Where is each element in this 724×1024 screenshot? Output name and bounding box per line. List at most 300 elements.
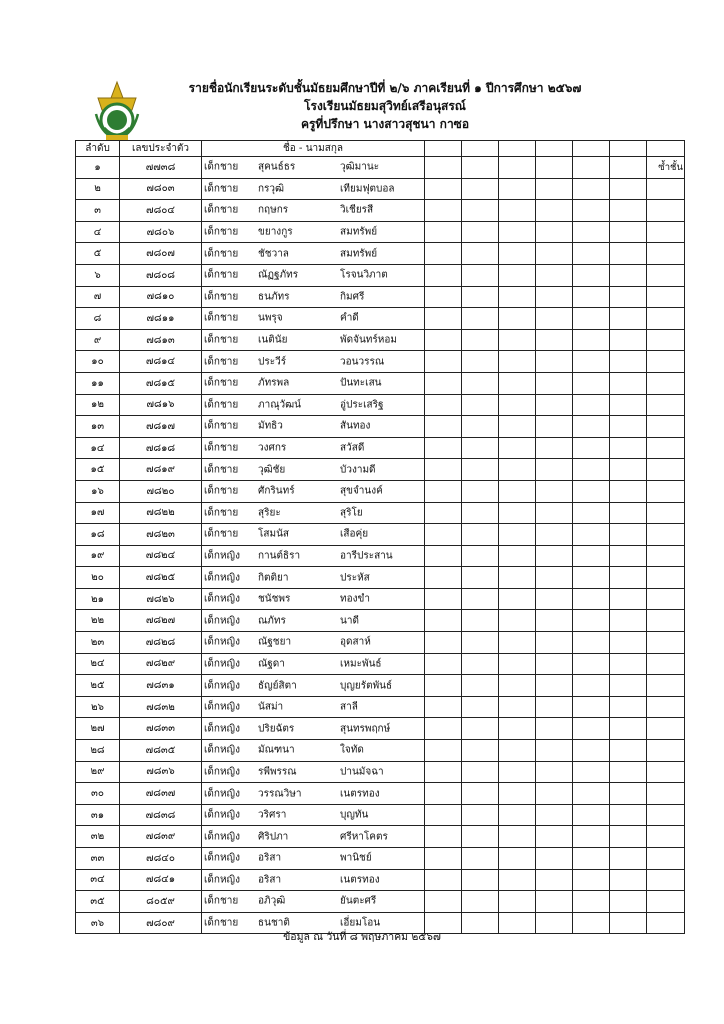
student-id: ๗๘๑๔ (120, 351, 202, 373)
blank-cell (647, 480, 685, 502)
first-name: กิตติยา (258, 572, 289, 584)
row-number: ๓ (76, 200, 120, 222)
column-header-name: ชื่อ - นามสกุล (202, 141, 425, 157)
last-name: เนตรทอง (340, 788, 380, 800)
blank-cell (536, 783, 573, 805)
blank-cell (610, 804, 647, 826)
blank-cell (573, 804, 610, 826)
name-prefix: เด็กชาย (204, 356, 239, 368)
blank-cell (647, 308, 685, 330)
row-number: ๓๒ (76, 826, 120, 848)
student-name-cell (202, 718, 425, 740)
name-prefix: เด็กชาย (204, 485, 239, 497)
blank-cell (499, 718, 536, 740)
blank-cell (647, 891, 685, 913)
table-row (76, 653, 685, 675)
blank-cell (536, 610, 573, 632)
last-name: อารีประสาน (340, 550, 393, 562)
table-row (76, 545, 685, 567)
blank-cell (573, 459, 610, 481)
blank-cell (425, 178, 462, 200)
blank-cell (573, 653, 610, 675)
blank-cell (462, 869, 499, 891)
blank-cell (610, 653, 647, 675)
student-name-cell (202, 308, 425, 330)
name-prefix: เด็กชาย (204, 204, 239, 216)
blank-cell (610, 524, 647, 546)
name-prefix: เด็กหญิง (204, 636, 240, 648)
last-name: พัดจันทร์หอม (340, 334, 397, 346)
blank-cell (499, 567, 536, 589)
student-name-cell (202, 524, 425, 546)
blank-cell (573, 869, 610, 891)
student-id: ๗๘๑๗ (120, 416, 202, 438)
blank-cell (647, 848, 685, 870)
student-id: ๗๗๓๘ (120, 157, 202, 179)
last-name: ใจทัด (340, 744, 364, 756)
last-name: โรจนวิภาต (340, 269, 388, 281)
blank-cell (499, 200, 536, 222)
blank-column-header (647, 141, 685, 157)
blank-cell (462, 264, 499, 286)
blank-cell (499, 459, 536, 481)
last-name: เนตรทอง (340, 874, 380, 886)
blank-cell (573, 178, 610, 200)
blank-cell (499, 869, 536, 891)
student-id: ๗๘๒๘ (120, 632, 202, 654)
row-number: ๕ (76, 243, 120, 265)
row-number: ๑๔ (76, 437, 120, 459)
last-name: สวัสดี (340, 442, 365, 454)
blank-cell (647, 372, 685, 394)
student-id: ๗๘๒๕ (120, 567, 202, 589)
blank-cell (610, 394, 647, 416)
last-name: อู่ประเสริฐ (340, 399, 384, 411)
blank-cell (462, 783, 499, 805)
blank-cell (610, 416, 647, 438)
student-id: ๗๘๑๘ (120, 437, 202, 459)
blank-cell (425, 351, 462, 373)
blank-cell (536, 761, 573, 783)
name-prefix: เด็กชาย (204, 226, 239, 238)
blank-cell (536, 696, 573, 718)
name-prefix: เด็กหญิง (204, 701, 240, 713)
blank-cell (499, 696, 536, 718)
name-prefix: เด็กหญิง (204, 550, 240, 562)
blank-cell (573, 783, 610, 805)
first-name: ธนภัทร (258, 291, 290, 303)
blank-cell (610, 869, 647, 891)
name-prefix: เด็กหญิง (204, 874, 240, 886)
blank-cell (499, 351, 536, 373)
blank-cell (647, 826, 685, 848)
student-name-cell (202, 545, 425, 567)
first-name: ณัฐชยา (258, 636, 292, 648)
blank-cell (425, 610, 462, 632)
name-prefix: เด็กหญิง (204, 723, 240, 735)
blank-cell (573, 696, 610, 718)
blank-cell (462, 394, 499, 416)
blank-column-header (573, 141, 610, 157)
student-id: ๗๘๐๖ (120, 221, 202, 243)
student-id: ๗๘๐๗ (120, 243, 202, 265)
blank-cell (425, 200, 462, 222)
first-name: อภิวุฒิ (258, 895, 286, 907)
first-name: ชนัชพร (258, 593, 291, 605)
blank-cell (462, 157, 499, 179)
blank-cell (610, 848, 647, 870)
blank-cell (425, 804, 462, 826)
first-name: เนตินัย (258, 334, 288, 346)
blank-cell (610, 351, 647, 373)
student-id: ๗๘๓๑ (120, 675, 202, 697)
blank-cell (647, 286, 685, 308)
last-name: เอี่ยมโอน (340, 917, 381, 929)
blank-cell (462, 804, 499, 826)
table-header-row (76, 141, 685, 157)
blank-cell (425, 157, 462, 179)
blank-cell (462, 848, 499, 870)
blank-cell (499, 243, 536, 265)
blank-cell (573, 308, 610, 330)
blank-cell (499, 286, 536, 308)
blank-cell (647, 567, 685, 589)
row-number: ๒๔ (76, 653, 120, 675)
first-name: วุฒิชัย (258, 464, 286, 476)
blank-cell (573, 157, 610, 179)
blank-cell (425, 869, 462, 891)
blank-cell (647, 243, 685, 265)
row-number: ๓๕ (76, 891, 120, 913)
table-row (76, 286, 685, 308)
student-id: ๗๘๒๔ (120, 545, 202, 567)
row-number: ๑๗ (76, 502, 120, 524)
blank-cell (499, 545, 536, 567)
student-id: ๗๘๑๙ (120, 459, 202, 481)
blank-cell (425, 653, 462, 675)
blank-cell (647, 696, 685, 718)
first-name: ชัชวาล (258, 248, 289, 260)
student-name-cell (202, 372, 425, 394)
first-name: ธนชาติ (258, 917, 290, 929)
blank-cell (573, 891, 610, 913)
blank-cell (610, 480, 647, 502)
table-row (76, 502, 685, 524)
student-id: ๗๘๔๐ (120, 848, 202, 870)
blank-cell (536, 372, 573, 394)
student-id: ๗๘๒๖ (120, 588, 202, 610)
row-number: ๓๖ (76, 912, 120, 934)
table-row (76, 675, 685, 697)
row-number: ๑๐ (76, 351, 120, 373)
blank-cell (425, 264, 462, 286)
student-name-cell (202, 675, 425, 697)
blank-cell (499, 848, 536, 870)
blank-cell (573, 480, 610, 502)
blank-cell (610, 761, 647, 783)
first-name: ขยางกูร (258, 226, 293, 238)
name-prefix: เด็กชาย (204, 312, 239, 324)
name-prefix: เด็กชาย (204, 442, 239, 454)
student-name-cell (202, 221, 425, 243)
blank-cell (425, 567, 462, 589)
student-name-cell (202, 783, 425, 805)
blank-cell (610, 264, 647, 286)
blank-cell (573, 502, 610, 524)
blank-cell (462, 286, 499, 308)
row-number: ๒ (76, 178, 120, 200)
blank-cell (647, 221, 685, 243)
name-prefix: เด็กชาย (204, 248, 239, 260)
blank-cell (499, 588, 536, 610)
student-name-cell (202, 869, 425, 891)
blank-cell (462, 480, 499, 502)
blank-cell (462, 610, 499, 632)
last-name: สุริโย (340, 507, 363, 519)
blank-cell (573, 524, 610, 546)
blank-cell (536, 264, 573, 286)
blank-cell (610, 588, 647, 610)
last-name: สุนทรพฤกษ์ (340, 723, 391, 735)
blank-cell (499, 416, 536, 438)
advisor-name: ครูที่ปรึกษา นางสาวสุชนา กาซอ (300, 117, 470, 131)
blank-cell (462, 696, 499, 718)
blank-cell (647, 653, 685, 675)
blank-cell (573, 826, 610, 848)
column-header-number: ลำดับ (76, 141, 120, 157)
last-name: เสือคุ่ย (340, 528, 369, 540)
student-name-cell (202, 653, 425, 675)
student-id: ๗๘๓๙ (120, 826, 202, 848)
blank-cell (573, 545, 610, 567)
blank-cell (499, 804, 536, 826)
table-row (76, 740, 685, 762)
table-row (76, 243, 685, 265)
blank-cell (425, 308, 462, 330)
blank-cell (610, 783, 647, 805)
last-name: วิเชียรสี (340, 204, 374, 216)
row-number: ๑๘ (76, 524, 120, 546)
student-name-cell (202, 610, 425, 632)
blank-cell (462, 891, 499, 913)
blank-cell (536, 308, 573, 330)
student-name-cell (202, 567, 425, 589)
blank-cell (573, 286, 610, 308)
name-prefix: เด็กชาย (204, 291, 239, 303)
student-name-cell (202, 200, 425, 222)
blank-cell (573, 718, 610, 740)
last-name: สาลี (340, 701, 358, 713)
last-name: ทองขำ (340, 593, 370, 605)
blank-cell (425, 675, 462, 697)
blank-column-header (462, 141, 499, 157)
blank-cell (610, 459, 647, 481)
blank-cell (610, 157, 647, 179)
table-row (76, 524, 685, 546)
blank-cell (536, 588, 573, 610)
blank-cell (536, 437, 573, 459)
name-prefix: เด็กชาย (204, 377, 239, 389)
table-row (76, 696, 685, 718)
blank-cell (610, 545, 647, 567)
blank-cell (462, 243, 499, 265)
student-roster-table (75, 140, 685, 934)
blank-cell (610, 740, 647, 762)
blank-cell (499, 826, 536, 848)
blank-cell (499, 632, 536, 654)
blank-cell (647, 329, 685, 351)
blank-cell (425, 783, 462, 805)
row-number: ๓๓ (76, 848, 120, 870)
blank-column-header (610, 141, 647, 157)
blank-cell (647, 459, 685, 481)
blank-cell (425, 416, 462, 438)
first-name: รพีพรรณ (258, 766, 297, 778)
blank-cell (610, 826, 647, 848)
blank-cell (462, 675, 499, 697)
table-row (76, 221, 685, 243)
blank-cell (536, 200, 573, 222)
blank-cell (536, 157, 573, 179)
row-number: ๒๙ (76, 761, 120, 783)
name-prefix: เด็กชาย (204, 528, 239, 540)
name-prefix: เด็กหญิง (204, 744, 240, 756)
blank-cell (610, 329, 647, 351)
student-name-cell (202, 286, 425, 308)
name-prefix: เด็กหญิง (204, 788, 240, 800)
blank-cell (610, 221, 647, 243)
row-number: ๔ (76, 221, 120, 243)
blank-cell (499, 178, 536, 200)
student-id: ๗๘๑๖ (120, 394, 202, 416)
name-prefix: เด็กหญิง (204, 831, 240, 843)
last-name: วุฒิมานะ (340, 161, 380, 173)
student-id: ๗๘๐๙ (120, 912, 202, 934)
blank-cell (462, 459, 499, 481)
blank-cell (536, 675, 573, 697)
blank-cell (573, 351, 610, 373)
row-number: ๑๕ (76, 459, 120, 481)
last-name: เทียมฟุตบอล (340, 183, 395, 195)
student-id: ๗๘๒๓ (120, 524, 202, 546)
blank-cell (425, 480, 462, 502)
last-name: บัวงามดี (340, 464, 376, 476)
blank-cell (573, 329, 610, 351)
blank-cell (536, 329, 573, 351)
name-prefix: เด็กหญิง (204, 593, 240, 605)
blank-cell (425, 437, 462, 459)
column-header-student-id: เลขประจำตัว (120, 141, 202, 157)
table-row (76, 567, 685, 589)
blank-cell (647, 588, 685, 610)
blank-cell (647, 351, 685, 373)
row-number: ๒๗ (76, 718, 120, 740)
blank-cell (647, 200, 685, 222)
blank-cell (536, 567, 573, 589)
blank-cell (573, 610, 610, 632)
blank-cell (536, 502, 573, 524)
blank-cell (573, 264, 610, 286)
blank-cell (425, 372, 462, 394)
blank-cell (425, 761, 462, 783)
student-id: ๗๘๒๒ (120, 502, 202, 524)
blank-cell (647, 264, 685, 286)
blank-cell (647, 675, 685, 697)
first-name: อริสา (258, 874, 282, 886)
student-name-cell (202, 264, 425, 286)
first-name: นัสม่า (258, 701, 284, 713)
student-id: ๗๘๔๑ (120, 869, 202, 891)
table-row (76, 394, 685, 416)
row-number: ๑๙ (76, 545, 120, 567)
student-id: ๗๘๓๒ (120, 696, 202, 718)
student-name-cell (202, 416, 425, 438)
student-name-cell (202, 632, 425, 654)
blank-cell (573, 567, 610, 589)
blank-cell (425, 221, 462, 243)
row-number: ๒๘ (76, 740, 120, 762)
first-name: กฤษกร (258, 204, 289, 216)
student-id: ๗๘๒๙ (120, 653, 202, 675)
student-id: ๗๘๑๓ (120, 329, 202, 351)
blank-cell (610, 675, 647, 697)
name-prefix: เด็กหญิง (204, 809, 240, 821)
table-row (76, 804, 685, 826)
row-number: ๑๒ (76, 394, 120, 416)
blank-cell (573, 848, 610, 870)
first-name: วริศรา (258, 809, 287, 821)
blank-cell (499, 610, 536, 632)
row-number: ๒๖ (76, 696, 120, 718)
blank-cell (647, 178, 685, 200)
student-id: ๗๘๐๓ (120, 178, 202, 200)
last-name: คำดี (340, 312, 359, 324)
student-name-cell (202, 480, 425, 502)
blank-cell (499, 437, 536, 459)
row-number: ๖ (76, 264, 120, 286)
row-number: ๑ (76, 157, 120, 179)
blank-cell (610, 286, 647, 308)
table-row (76, 761, 685, 783)
student-id: ๗๘๓๗ (120, 783, 202, 805)
student-name-cell (202, 459, 425, 481)
blank-cell (425, 826, 462, 848)
student-name-cell (202, 157, 425, 179)
row-number: ๗ (76, 286, 120, 308)
student-id: ๗๘๑๐ (120, 286, 202, 308)
last-name: บุญยรัตพันธ์ (340, 680, 393, 692)
blank-cell (462, 437, 499, 459)
name-prefix: เด็กชาย (204, 895, 239, 907)
row-number: ๒๓ (76, 632, 120, 654)
blank-cell (462, 761, 499, 783)
school-emblem-icon (92, 80, 142, 142)
blank-cell (536, 394, 573, 416)
student-id: ๗๘๒๗ (120, 610, 202, 632)
table-row (76, 891, 685, 913)
name-prefix: เด็กชาย (204, 420, 239, 432)
blank-cell (610, 567, 647, 589)
table-row (76, 264, 685, 286)
name-prefix: เด็กหญิง (204, 852, 240, 864)
blank-cell (499, 329, 536, 351)
blank-cell (499, 221, 536, 243)
row-number: ๓๐ (76, 783, 120, 805)
first-name: โสมนัส (258, 528, 290, 540)
blank-cell (536, 826, 573, 848)
last-name: เหมะพันธ์ (340, 658, 382, 670)
name-prefix: เด็กหญิง (204, 658, 240, 670)
